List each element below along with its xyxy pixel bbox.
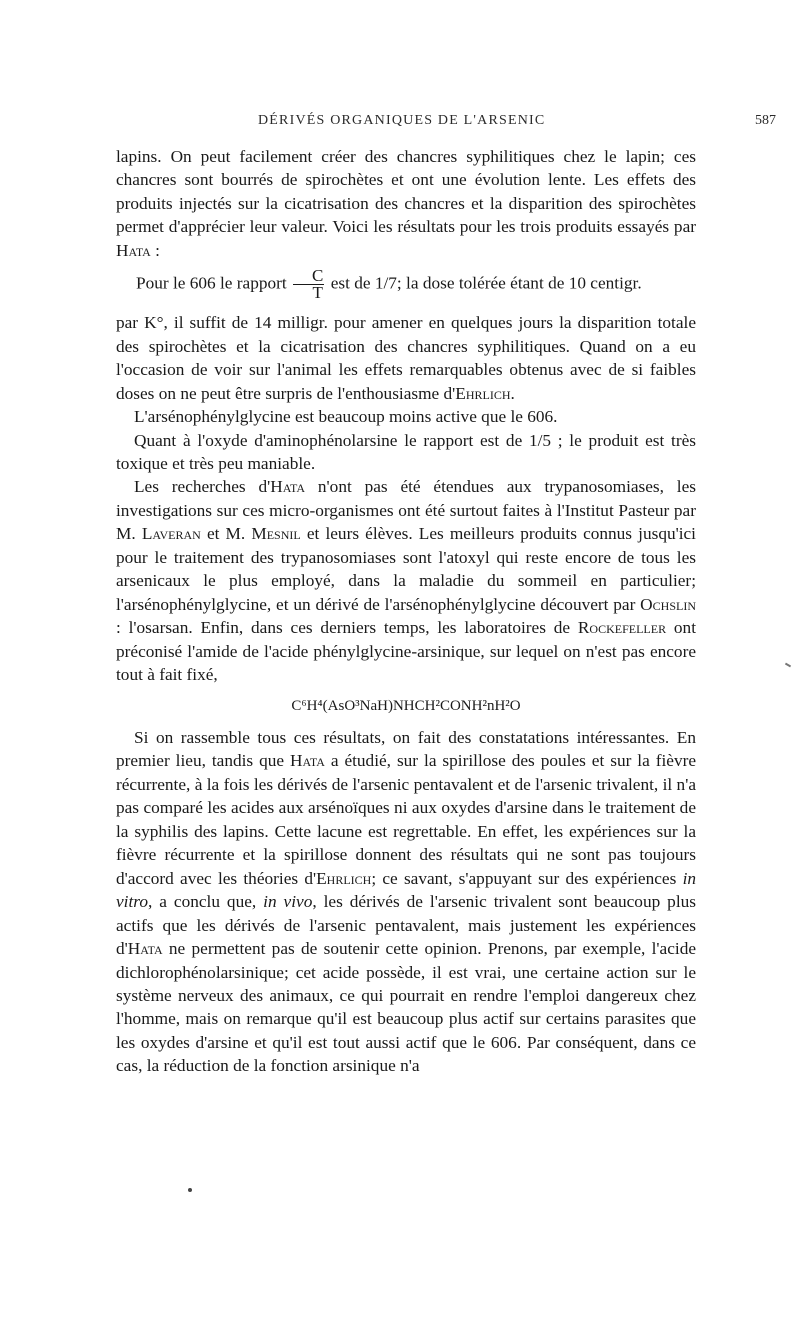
ratio-formula-line bbox=[116, 268, 696, 301]
paragraph-4: Quant à l'oxyde d'aminophénolarsine le rapport est de 1/5 ; le produit est très toxique et très peu maniable. bbox=[116, 430, 696, 473]
author-name: Ehrlich bbox=[455, 383, 511, 403]
paragraph-1-end: : bbox=[150, 240, 160, 260]
paragraph-5-text: et M. bbox=[200, 524, 252, 544]
paragraph-6-text: ne permettent pas de soutenir cette opinion. Prenons, par exemple, l'acide dichlorophénolarsinique; cet acide possède, il est vrai, une certaine action sur le système nerveux des animaux, ce qui pourrait en rendre l'emploi dangereux chez l'homme, mais on remarque qu'il est beaucoup plus actif sur certains parasites que les oxydes d'arsine et qu'il est tout aussi actif que le 606. Par conséquent, dans ce cas, la réduction de la fonction arsinique n'a bbox=[116, 939, 696, 1076]
page-number: 587 bbox=[755, 113, 776, 128]
paragraph-6-text: ; ce savant, s'appuyant sur des expériences bbox=[371, 868, 683, 888]
paragraph-2-text: par K°, il suffit de 14 milligr. pour amener en quelques jours la disparition totale des spirochètes et la cicatrisation des chancres syphilitiques. Quand on a eu l'occasion de voir sur l'animal les effets remarquables obtenus avec de si faibles doses on ne peut être surpris de l'enthousiasme d' bbox=[116, 313, 696, 403]
author-name: Hata bbox=[116, 240, 151, 260]
fraction-denominator: T bbox=[312, 283, 323, 303]
author-name: Laveran bbox=[141, 524, 201, 544]
ratio-fraction bbox=[293, 268, 324, 301]
paragraph-2 bbox=[116, 311, 696, 405]
institution-name: Rockefeller bbox=[577, 618, 667, 638]
paragraph-6 bbox=[116, 726, 696, 1078]
author-name: Hata bbox=[290, 751, 325, 771]
paragraph-5-text: n'ont pas été étendues aux trypanosomiases, les investigations sur ces micro-organismes ont été surtout faites à l'Institut Pasteur par M. bbox=[116, 477, 697, 544]
author-name: Hata bbox=[127, 939, 163, 959]
margin-mark bbox=[785, 663, 791, 668]
header-title: DÉRIVÉS ORGANIQUES DE L'ARSENIC bbox=[258, 113, 546, 128]
paragraph-6-text: , les dérivés de l'arsenic trivalent sont beaucoup plus actifs que les dérivés de l'arsenic pentavalent, mais justement les expériences d' bbox=[116, 892, 696, 959]
paragraph-1-text: lapins. On peut facilement créer des chancres syphilitiques chez le lapin; ces chancres sont bourrés de spirochètes et ont une évolution lente. Les effets des produits injectés sur la cicatrisation des chancres et la disparition des spirochètes permet d'apprécier leur valeur. Voici les résultats pour les trois produits essayés par bbox=[116, 147, 696, 237]
paragraph-5-text: : l'osarsan. Enfin, dans ces derniers temps, les laboratoires de bbox=[116, 618, 578, 638]
formula-post: est de 1/7; la dose tolérée étant de 10 centigr. bbox=[326, 273, 642, 293]
paragraph-6-text: , a conclu que, bbox=[148, 892, 264, 912]
paragraph-5-text: ont préconisé l'amide de l'acide phénylglycine-arsinique, sur lequel on n'est pas encore tout à fait fixé, bbox=[116, 618, 696, 685]
chemical-formula: C⁶H⁴(AsO³NaH)NHCH²CONH²nH²O bbox=[291, 697, 521, 714]
latin-term: in vivo bbox=[263, 892, 313, 912]
author-name: Mesnil bbox=[251, 524, 301, 544]
paragraph-3: L'arsénophénylglycine est beaucoup moins active que le 606. bbox=[134, 407, 558, 427]
body-text bbox=[116, 145, 696, 1078]
paragraph-6-text: Si on rassemble tous ces résultats, on fait des constatations intéressantes. En premier lieu, tandis que bbox=[116, 727, 696, 771]
paragraph-2-end: . bbox=[510, 383, 515, 403]
running-header bbox=[0, 113, 800, 135]
latin-term: in vitro bbox=[116, 868, 697, 912]
author-name: Hata bbox=[270, 477, 306, 497]
paragraph-1 bbox=[116, 145, 696, 262]
paragraph-5 bbox=[116, 475, 696, 686]
formula-pre: Pour le 606 le rapport bbox=[136, 273, 292, 293]
author-name: Ehrlich bbox=[316, 868, 372, 888]
paragraph-5-text: et leurs élèves. Les meilleurs produits connus jusqu'ici pour le traitement des trypanosomiases sont l'atoxyl qui reste encore de tous les arsenicaux le plus employé, dans la maladie du sommeil en particulier; l'arsénophénylglycine, et un dérivé de l'arsénophénylglycine découvert par bbox=[116, 524, 696, 614]
fraction-numerator: C bbox=[293, 268, 324, 285]
paragraph-5-text: Les recherches d' bbox=[134, 477, 271, 497]
author-name: Ochslin bbox=[640, 594, 696, 614]
print-speck bbox=[188, 1188, 192, 1192]
paragraph-6-text: a étudié, sur la spirillose des poules et sur la fièvre récurrente, à la fois les dérivés de l'arsenic pentavalent et de l'arsenic trivalent, il n'a pas comparé les acides aux arsénoïques ni aux oxydes d'arsine dans le traitement de la syphilis des lapins. Cette lacune est regrettable. En effet, les expériences sur la fièvre récurrente et la spirillose donnent des résultats qui ne sont pas toujours d'accord avec les théories d' bbox=[116, 751, 697, 888]
